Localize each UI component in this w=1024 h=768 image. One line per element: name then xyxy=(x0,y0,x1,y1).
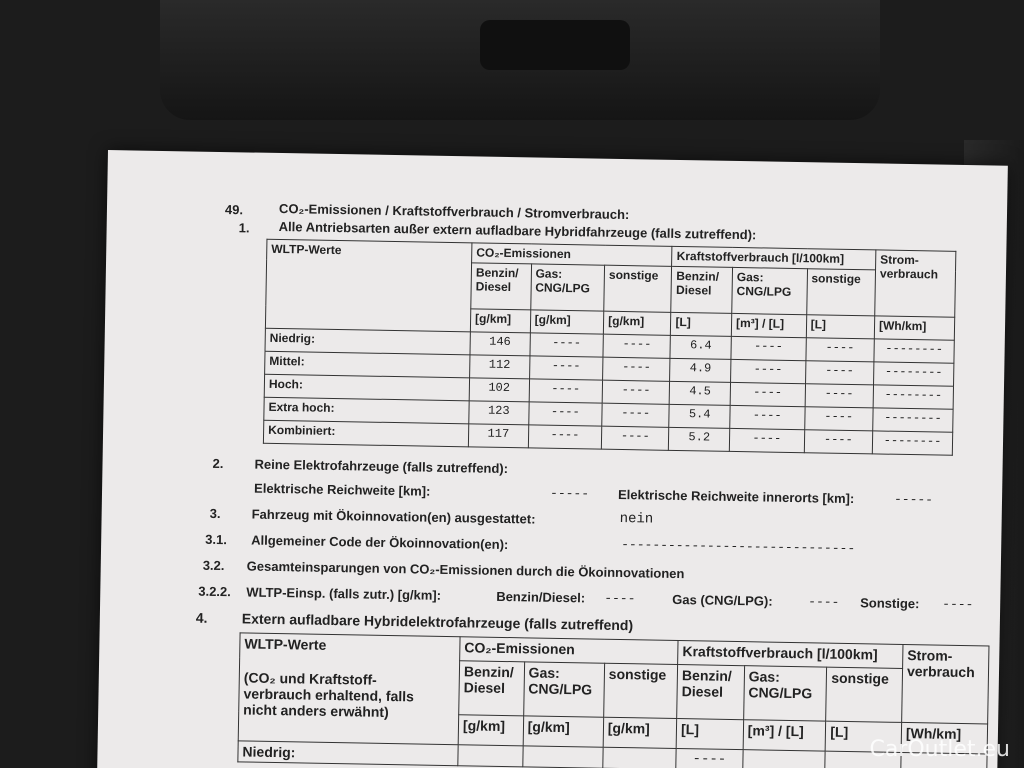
unit-cell: [Wh/km] xyxy=(874,316,954,340)
fuel-benzin-value: 4.9 xyxy=(670,358,731,382)
unit-cell: [g/km] xyxy=(458,715,523,746)
section-3-number: 3. xyxy=(209,505,221,522)
unit-cell: [g/km] xyxy=(603,717,677,748)
co2-benzin-value: 123 xyxy=(469,401,529,425)
electric-range-label: Elektrische Reichweite [km]: xyxy=(253,480,431,499)
fuel-benzin-value: 6.4 xyxy=(670,335,731,359)
electric-range-city-value: ----- xyxy=(893,491,934,508)
strom-value: -------- xyxy=(873,385,953,409)
co2-sonstige-value: ---- xyxy=(602,380,670,404)
fuel-sonstige-value: ---- xyxy=(804,430,873,454)
subcol-fuel-sonstige: sonstige xyxy=(806,269,875,316)
strom-header: Strom- verbrauch xyxy=(875,250,956,317)
watermark-logo: CarOutlet.eu xyxy=(869,737,1010,762)
fuel-gas-value: ---- xyxy=(730,382,805,406)
co2-gas-value: ---- xyxy=(529,356,603,380)
section-3-2-2-title: WLTP-Einsp. (falls zutr.) [g/km]: xyxy=(246,584,442,603)
co2-benzin-value: 146 xyxy=(470,332,530,356)
eco-innovation-value: nein xyxy=(619,510,654,528)
background-slot xyxy=(480,20,630,70)
co2-gas-value: ---- xyxy=(528,425,602,449)
co2-header: CO₂-Emissionen xyxy=(460,637,678,665)
wltp-header xyxy=(238,633,460,745)
row-label: Mittel: xyxy=(265,351,470,378)
fuel-sonstige-value: ---- xyxy=(804,407,873,431)
wltp-note: (CO₂ und Kraftstoff- verbrauch erhaltend, falls nicht anders erwähnt) xyxy=(243,669,415,720)
unit-cell: [g/km] xyxy=(470,309,530,333)
savings-benzin-value: ---- xyxy=(604,590,636,607)
co2-benzin-value: 102 xyxy=(469,378,529,402)
unit-cell: [g/km] xyxy=(530,310,604,334)
partial-value xyxy=(523,746,603,768)
fuel-header: Kraftstoffverbrauch [l/100km] xyxy=(672,246,876,270)
wltp-header: WLTP-Werte xyxy=(265,239,472,332)
fuel-sonstige-value: ---- xyxy=(805,361,874,385)
co2-gas-value: ---- xyxy=(528,402,602,426)
section-2-title: Reine Elektrofahrzeuge (falls zutreffend): xyxy=(254,456,509,477)
unit-cell: [Wh/km] xyxy=(901,722,988,753)
section-4-title: Extern aufladbare Hybridelektrofahrzeuge (falls zutreffend) xyxy=(241,610,634,634)
savings-gas-value: ---- xyxy=(808,594,840,610)
savings-sonstige-value: ---- xyxy=(942,596,974,613)
section-49-number: 49. xyxy=(224,202,244,218)
savings-gas-label: Gas (CNG/LPG): xyxy=(672,591,773,609)
subcol-co2-gas: Gas: CNG/LPG xyxy=(530,264,604,311)
co2-benzin-value: 117 xyxy=(468,424,528,448)
strom-value: -------- xyxy=(874,339,954,363)
electric-range-city-label: Elektrische Reichweite innerorts [km]: xyxy=(617,486,855,507)
fuel-benzin-value: 5.4 xyxy=(669,404,730,428)
fuel-sonstige-value: ---- xyxy=(805,384,874,408)
section-3-2-title: Gesamteinsparungen von CO₂-Emissionen durch die Ökoinnovationen xyxy=(246,558,685,582)
co2-sonstige-value: ---- xyxy=(603,357,671,381)
section-49-title: CO₂-Emissionen / Kraftstoffverbrauch / Stromverbrauch: xyxy=(278,200,630,223)
section-3-1-title: Allgemeiner Code der Ökoinnovation(en): xyxy=(251,532,509,553)
subcol-co2-gas: Gas: CNG/LPG xyxy=(523,662,604,717)
unit-cell: [g/km] xyxy=(603,311,671,335)
row-label: Hoch: xyxy=(264,374,469,401)
fuel-gas-value: ---- xyxy=(731,359,806,383)
strom-value: -------- xyxy=(873,408,953,432)
subcol-fuel-gas: Gas: CNG/LPG xyxy=(732,267,807,314)
row-label: Niedrig: xyxy=(265,328,470,355)
fuel-sonstige-value: ---- xyxy=(806,338,875,362)
unit-cell: [L] xyxy=(671,312,732,336)
subcol-co2-benzin: Benzin/ Diesel xyxy=(471,263,531,310)
electric-range-value: ----- xyxy=(549,485,590,502)
section-3-1-number: 3.1. xyxy=(205,531,228,548)
subcol-co2-sonstige: sonstige xyxy=(603,663,677,718)
partial-value xyxy=(458,745,523,767)
unit-cell: [g/km] xyxy=(523,716,604,747)
fuel-gas-value: ---- xyxy=(730,405,805,429)
subcol-fuel-benzin: Benzin/ Diesel xyxy=(677,665,745,720)
row-label: Niedrig: xyxy=(238,741,458,766)
unit-cell: [L] xyxy=(806,315,875,339)
partial-value xyxy=(603,747,677,768)
document-paper xyxy=(97,150,1008,768)
co2-sonstige-value: ---- xyxy=(603,334,671,358)
strom-value: -------- xyxy=(872,431,952,455)
emissions-table xyxy=(263,239,956,456)
section-1-number: 1. xyxy=(238,220,250,236)
co2-sonstige-value: ---- xyxy=(601,426,669,450)
strom-header: Strom- verbrauch xyxy=(902,644,989,723)
eco-code-value: ------------------------------ xyxy=(621,537,856,557)
fuel-gas-value: ---- xyxy=(731,336,806,360)
savings-benzin-label: Benzin/Diesel: xyxy=(496,588,586,606)
section-2-number: 2. xyxy=(212,455,224,472)
partial-value: ---- xyxy=(676,749,743,768)
subcol-co2-sonstige: sonstige xyxy=(604,265,672,312)
unit-cell: [m³] / [L] xyxy=(731,313,806,337)
savings-sonstige-label: Sonstige: xyxy=(860,595,920,612)
co2-sonstige-value: ---- xyxy=(602,403,670,427)
unit-cell: [m³] / [L] xyxy=(743,720,826,751)
unit-cell: [L] xyxy=(826,721,902,752)
strom-value: -------- xyxy=(874,362,954,386)
wltp-title: WLTP-Werte xyxy=(244,635,327,653)
subcol-fuel-sonstige: sonstige xyxy=(826,667,903,722)
section-1-title: Alle Antriebsarten außer extern aufladbare Hybridfahrzeuge (falls zutreffend): xyxy=(278,218,757,243)
co2-benzin-value: 112 xyxy=(470,355,530,379)
subcol-fuel-gas: Gas: CNG/LPG xyxy=(743,666,827,721)
section-3-title: Fahrzeug mit Ökoinnovation(en) ausgestattet: xyxy=(251,506,536,527)
fuel-gas-value: ---- xyxy=(729,428,804,452)
subcol-fuel-benzin: Benzin/ Diesel xyxy=(671,266,732,313)
fuel-header: Kraftstoffverbrauch [l/100km] xyxy=(678,641,903,669)
fuel-benzin-value: 5.2 xyxy=(669,427,730,451)
row-label: Extra hoch: xyxy=(264,397,469,424)
unit-cell: [L] xyxy=(676,719,743,750)
partial-value xyxy=(743,750,826,768)
section-3-2-number: 3.2. xyxy=(202,557,225,574)
co2-gas-value: ---- xyxy=(530,333,604,357)
fuel-benzin-value: 4.5 xyxy=(670,381,731,405)
co2-header: CO₂-Emissionen xyxy=(472,243,673,266)
co2-gas-value: ---- xyxy=(529,379,603,403)
section-4-number: 4. xyxy=(195,609,208,626)
row-label: Kombiniert: xyxy=(263,420,468,447)
subcol-co2-benzin: Benzin/ Diesel xyxy=(459,661,525,716)
section-3-2-2-number: 3.2.2. xyxy=(198,583,231,600)
